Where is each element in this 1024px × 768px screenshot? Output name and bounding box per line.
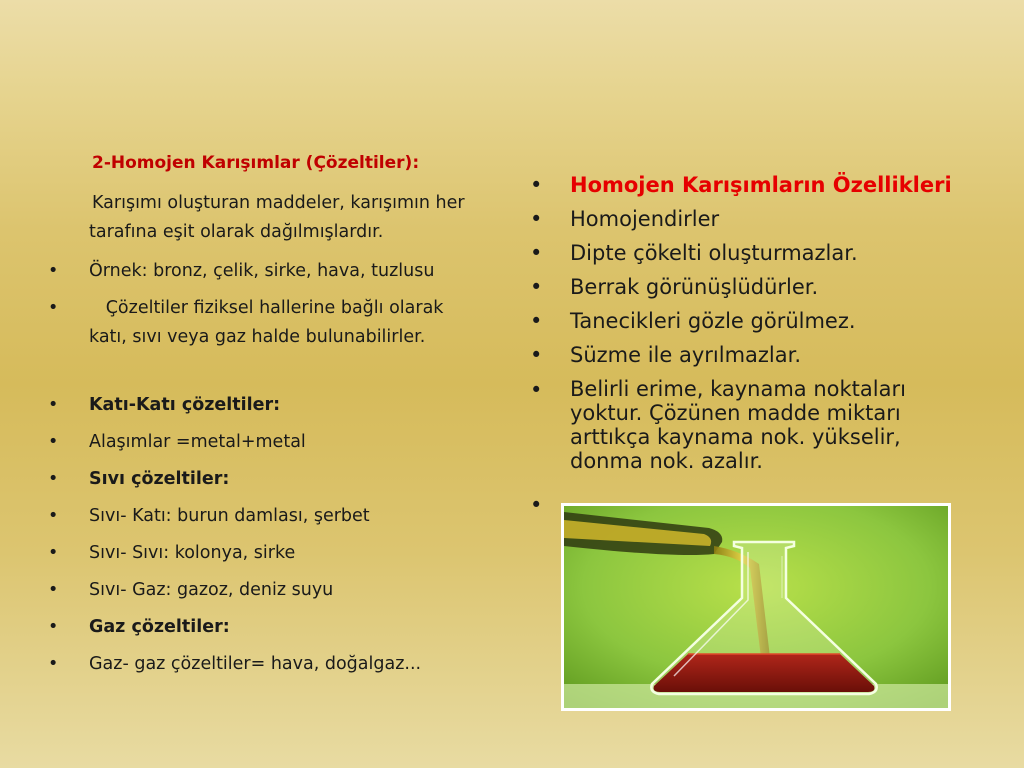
erlenmeyer-flask-image — [564, 506, 948, 708]
list-item-text: Sıvı- Sıvı: kolonya, sirke — [89, 543, 296, 563]
bullet-icon: • — [530, 309, 543, 333]
bullet-icon: • — [530, 275, 543, 299]
list-item-heading: Gaz çözeltiler: — [89, 617, 230, 637]
list-item-text: Berrak görünüşlüdürler. — [570, 275, 819, 299]
flask-photo — [561, 503, 951, 711]
list-item-text: Çözeltiler fiziksel hallerine bağlı olarak katı, sıvı veya gaz halde bulunabilirler. — [89, 298, 450, 347]
properties-heading: Homojen Karışımların Özellikleri — [570, 173, 952, 197]
bullet-icon: • — [48, 469, 59, 489]
bullet-icon: • — [530, 378, 543, 402]
list-item-text: Tanecikleri gözle görülmez. — [570, 309, 856, 333]
section-title: 2-Homojen Karışımlar (Çözeltiler): — [92, 153, 420, 173]
list-item-text: Alaşımlar =metal+metal — [89, 432, 306, 452]
bullet-icon: • — [530, 493, 543, 517]
bullet-icon: • — [530, 173, 543, 197]
bullet-icon: • — [48, 298, 59, 318]
bullet-icon: • — [48, 654, 59, 674]
list-item-heading: Katı-Katı çözeltiler: — [89, 395, 281, 415]
bullet-icon: • — [48, 617, 59, 637]
intro-paragraph: Karışımı oluşturan maddeler, karışımın her tarafına eşit olarak dağılmışlardır. — [89, 193, 465, 242]
bullet-icon: • — [48, 261, 59, 281]
list-item-text: Örnek: bronz, çelik, sirke, hava, tuzlusu — [89, 261, 435, 281]
list-item-text: Homojendirler — [570, 207, 720, 231]
bullet-icon: • — [48, 543, 59, 563]
list-item-text: Belirli erime, kaynama noktaları yoktur. Çözünen madde miktarı arttıkça kaynama nok. yükselir, donma nok. azalır. — [570, 377, 906, 473]
list-item-text: Sıvı- Katı: burun damlası, şerbet — [89, 506, 370, 526]
bullet-icon: • — [48, 506, 59, 526]
list-item-text: Dipte çökelti oluşturmazlar. — [570, 241, 858, 265]
bullet-icon: • — [530, 207, 543, 231]
list-item-heading: Sıvı çözeltiler: — [89, 469, 230, 489]
bullet-icon: • — [48, 432, 59, 452]
list-item-text: Süzme ile ayrılmazlar. — [570, 343, 802, 367]
list-item-text: Gaz- gaz çözeltiler= hava, doğalgaz... — [89, 654, 422, 674]
list-item-text: Sıvı- Gaz: gazoz, deniz suyu — [89, 580, 334, 600]
bullet-icon: • — [530, 241, 543, 265]
bullet-icon: • — [530, 343, 543, 367]
bullet-icon: • — [48, 580, 59, 600]
bullet-icon: • — [48, 395, 59, 415]
